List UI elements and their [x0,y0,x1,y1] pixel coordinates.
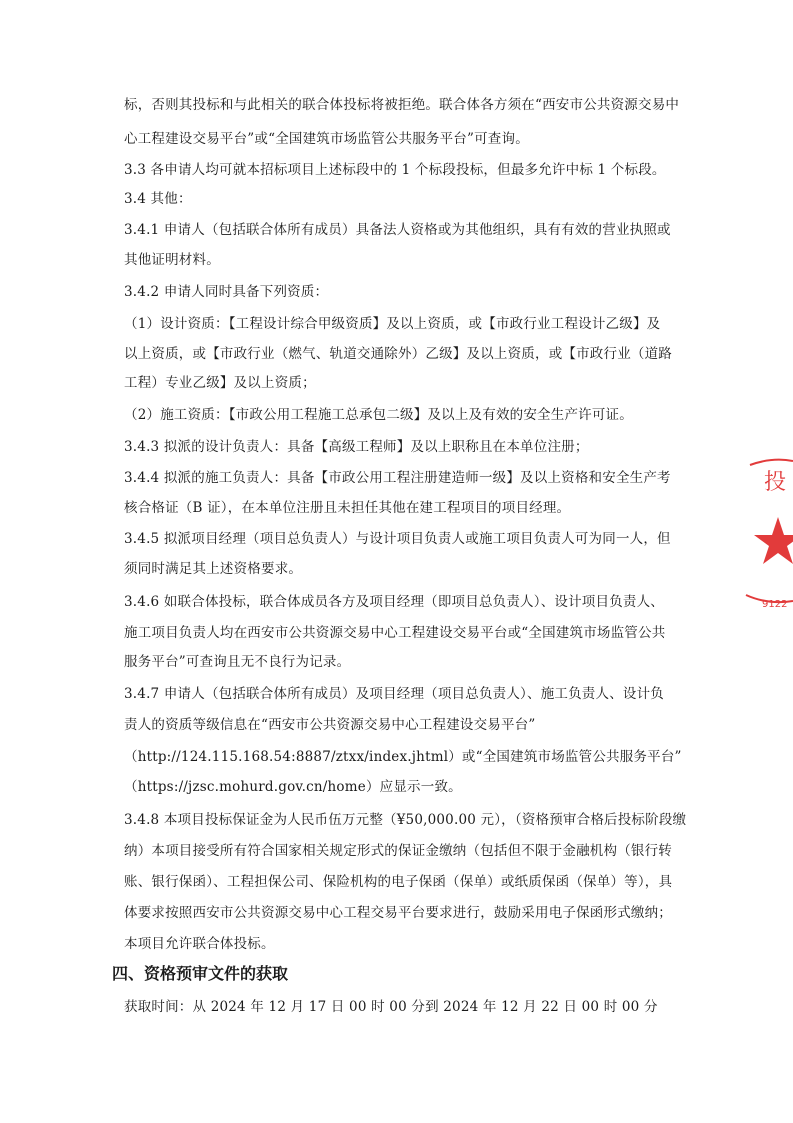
seal-icon [742,455,793,615]
text-line: 3.4.2 申请人同时具备下列资质： [124,284,329,300]
text-line: 3.4.3 拟派的设计负责人：具备【高级工程师】及以上职称且在本单位注册； [124,439,589,455]
text-line: 3.4.6 如联合体投标，联合体成员各方及项目经理（即项目总负责人）、设计项目负责人、 [124,594,664,610]
text-line: 本项目允许联合体投标。 [124,936,275,952]
acquisition-time: 获取时间：从 2024 年 12 月 17 日 00 时 00 分到 2024 年 12 月 22 日 00 时 00 分 [124,999,658,1015]
text-line: 账、银行保函）、工程担保公司、保险机构的电子保函（保单）或纸质保函（保单）等），具 [124,874,673,890]
text-line: 3.4.5 拟派项目经理（项目总负责人）与设计项目负责人或施工项目负责人可为同一人，但 [124,531,671,547]
text-line: 工程）专业乙级】及以上资质； [124,375,316,391]
seal-number: 9122 [762,599,788,610]
text-line: 3.4.7 申请人（包括联合体所有成员）及项目经理（项目总负责人）、施工负责人、设计负 [124,686,664,702]
seal-stamp [742,455,793,615]
text-line: 其他证明材料。 [124,252,220,268]
text-line: 纳）本项目接受所有符合国家相关规定形式的保证金缴纳（包括但不限于金融机构（银行转 [124,843,672,859]
seal-text: 投 [764,470,787,495]
text-line: 责人的资质等级信息在“西安市公共资源交易中心工程建设交易平台” [124,717,536,733]
text-line: 须同时满足其上述资格要求。 [124,561,303,577]
text-line: 3.4 其他： [124,191,192,207]
text-line: 3.4.1 申请人（包括联合体所有成员）具备法人资格或为其他组织，具有有效的营业执照或 [124,222,671,238]
text-line: 施工项目负责人均在西安市公共资源交易中心工程建设交易平台或“全国建筑市场监管公共 [124,625,666,641]
text-line: 核合格证（B 证），在本单位注册且未担任其他在建工程项目的项目经理。 [124,500,571,516]
text-line: （http://124.115.168.54:8887/ztxx/index.jhtml）或“全国建筑市场监管公共服务平台” [124,749,682,765]
text-line: （https://jzsc.mohurd.gov.cn/home）应显示一致。 [124,779,462,795]
text-line: 标，否则其投标和与此相关的联合体投标将被拒绝。联合体各方须在“西安市公共资源交易中 [124,97,680,113]
text-line: 3.3 各申请人均可就本招标项目上述标段中的 1 个标段投标，但最多允许中标 1 个标段。 [124,162,666,178]
text-line: 体要求按照西安市公共资源交易中心工程交易平台要求进行，鼓励采用电子保函形式缴纳； [124,905,672,921]
text-line: （2）施工资质：【市政公用工程施工总承包二级】及以上及有效的安全生产许可证。 [124,407,633,423]
text-line: 3.4.4 拟派的施工负责人：具备【市政公用工程注册建造师一级】及以上资格和安全生产考 [124,470,671,486]
text-line: 3.4.8 本项目投标保证金为人民币伍万元整（¥50,000.00 元），（资格预审合格后投标阶段缴 [124,812,687,828]
section-heading: 四、资格预审文件的获取 [112,964,289,983]
text-line: 心工程建设交易平台”或“全国建筑市场监管公共服务平台”可查询。 [124,131,529,147]
text-line: 服务平台”可查询且无不良行为记录。 [124,654,351,670]
text-line: 以上资质，或【市政行业（燃气、轨道交通除外）乙级】及以上资质，或【市政行业（道路 [124,346,672,362]
text-line: （1）设计资质：【工程设计综合甲级资质】及以上资质，或【市政行业工程设计乙级】及 [124,316,661,332]
